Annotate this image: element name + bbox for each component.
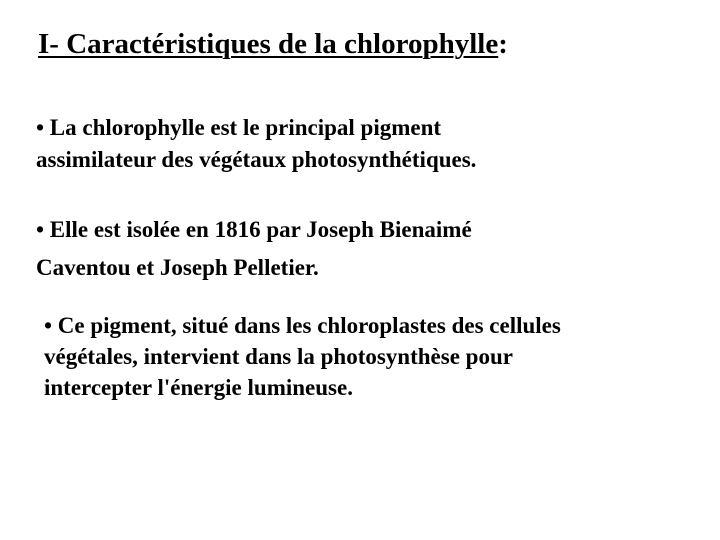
paragraph-line: assimilateur des végétaux photosynthétiques. — [36, 147, 477, 172]
bullet-paragraph-3 — [44, 310, 561, 403]
paragraph-line: • Elle est isolée en 1816 par Joseph Bienaimé — [36, 217, 472, 242]
paragraph-line: • Ce pigment, situé dans les chloroplastes des cellules — [44, 313, 561, 338]
slide-title-colon: : — [498, 28, 508, 60]
slide-title — [38, 24, 508, 64]
paragraph-line: • La chlorophylle est le principal pigment — [36, 115, 442, 140]
paragraph-line: végétales, intervient dans la photosynthèse pour — [44, 344, 513, 369]
paragraph-line: intercepter l'énergie lumineuse. — [44, 375, 353, 400]
bullet-paragraph-1 — [36, 112, 476, 176]
slide-title-text: I- Caractéristiques de la chlorophylle — [38, 28, 499, 60]
bullet-paragraph-2 — [36, 211, 472, 287]
paragraph-line: Caventou et Joseph Pelletier. — [36, 255, 319, 280]
